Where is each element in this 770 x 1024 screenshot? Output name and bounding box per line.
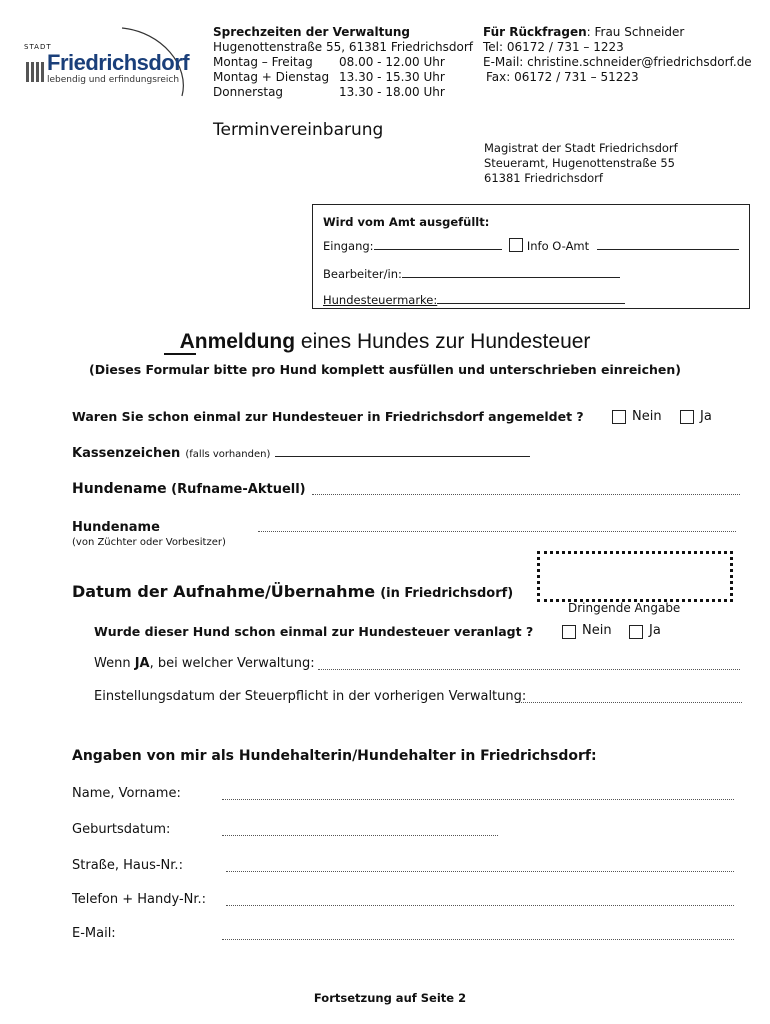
office-use-box	[312, 204, 750, 309]
owner-name-field[interactable]	[222, 798, 734, 800]
contact-tel: Tel: 06172 / 731 – 1223	[483, 40, 624, 54]
q1-yes-checkbox[interactable]	[680, 410, 694, 424]
info-oamt-field[interactable]	[597, 237, 739, 250]
q1-no-label: Nein	[632, 409, 662, 424]
eingang-row: Eingang: Info O-Amt	[323, 237, 739, 253]
dogname-current-label: Hundename (Rufname-Aktuell)	[72, 481, 306, 497]
dogname-breeder-field[interactable]	[258, 530, 736, 532]
kassenzeichen-row: Kassenzeichen (falls vorhanden)	[72, 442, 530, 461]
q2-no-checkbox[interactable]	[562, 625, 576, 639]
kassenzeichen-field[interactable]	[275, 444, 530, 457]
owner-birth-label: Geburtsdatum:	[72, 822, 171, 837]
marke-row: Hundesteuermarke:	[323, 291, 625, 307]
date-urgent-note: Dringende Angabe	[568, 601, 681, 615]
appointment-heading: Terminvereinbarung	[213, 120, 384, 140]
previous-admin-field[interactable]	[318, 668, 740, 670]
contact-fax: Fax: 06172 / 731 – 51223	[486, 70, 639, 84]
contact-email: E-Mail: christine.schneider@friedrichsdorf.de	[483, 55, 752, 69]
start-date-label: Einstellungsdatum der Steuerpflicht in der vorherigen Verwaltung:	[94, 689, 527, 704]
footer-continuation: Fortsetzung auf Seite 2	[313, 991, 467, 1005]
form-subtitle: (Dieses Formular bitte pro Hund komplett ausfüllen und unterschrieben einreichen)	[89, 362, 681, 377]
logo-tagline: lebendig und erfindungsreich	[47, 75, 180, 85]
q1-no-checkbox[interactable]	[612, 410, 626, 424]
owner-phone-label: Telefon + Handy-Nr.:	[72, 892, 207, 907]
owner-name-label: Name, Vorname:	[72, 786, 181, 801]
owner-street-label: Straße, Haus-Nr.:	[72, 858, 183, 873]
q1-yes-label: Ja	[700, 409, 712, 424]
owner-email-label: E-Mail:	[72, 926, 116, 941]
bearbeiter-row: Bearbeiter/in:	[323, 265, 620, 281]
office-box-title: Wird vom Amt ausgefüllt:	[323, 215, 490, 229]
date-label-row: Datum der Aufnahme/Übernahme (in Friedrichsdorf)	[72, 582, 514, 601]
owner-email-field[interactable]	[222, 938, 734, 940]
marke-field[interactable]	[437, 291, 625, 304]
hours-row: Montag – Freitag 08.00 - 12.00 Uhr	[213, 55, 445, 69]
previous-admin-label: Wenn JA, bei welcher Verwaltung:	[94, 656, 315, 671]
q2-text: Wurde dieser Hund schon einmal zur Hundesteuer veranlagt ?	[94, 624, 534, 639]
q2-yes-label: Ja	[649, 623, 661, 638]
dogname-breeder-hint: (von Züchter oder Vorbesitzer)	[72, 537, 226, 548]
office-address: Hugenottenstraße 55, 61381 Friedrichsdorf	[213, 40, 473, 54]
date-input-box[interactable]	[537, 551, 733, 602]
owner-street-field[interactable]	[226, 870, 734, 872]
dogname-breeder-label: Hundename	[72, 520, 160, 535]
logo	[22, 26, 202, 106]
title-underline	[164, 352, 204, 356]
recipient-address: Magistrat der Stadt Friedrichsdorf Steueramt, Hugenottenstraße 55 61381 Friedrichsdorf	[484, 141, 678, 185]
q2-no-label: Nein	[582, 623, 612, 638]
dogname-current-field[interactable]	[312, 493, 740, 495]
logo-name: Friedrichsdorf	[47, 50, 190, 75]
info-oamt-checkbox[interactable]	[509, 238, 523, 252]
contact-block	[483, 25, 763, 85]
contact-person: Für Rückfragen: Frau Schneider	[483, 25, 685, 39]
bearbeiter-field[interactable]	[402, 265, 620, 278]
q1-text: Waren Sie schon einmal zur Hundesteuer in Friedrichsdorf angemeldet ?	[72, 409, 584, 424]
eingang-field[interactable]	[374, 237, 502, 250]
owner-phone-field[interactable]	[226, 904, 734, 906]
form-title: Anmeldung eines Hundes zur Hundesteuer	[179, 330, 591, 353]
office-hours-title: Sprechzeiten der Verwaltung	[213, 25, 410, 39]
logo-stadt: STADT	[24, 43, 52, 51]
owner-birth-field[interactable]	[222, 834, 498, 836]
start-date-field[interactable]	[518, 701, 742, 703]
hours-row: Montag + Dienstag 13.30 - 15.30 Uhr	[213, 70, 445, 84]
q2-yes-checkbox[interactable]	[629, 625, 643, 639]
hours-row: Donnerstag 13.30 - 18.00 Uhr	[213, 85, 445, 99]
office-hours	[213, 25, 473, 100]
owner-heading: Angaben von mir als Hundehalterin/Hundehalter in Friedrichsdorf:	[72, 748, 597, 764]
